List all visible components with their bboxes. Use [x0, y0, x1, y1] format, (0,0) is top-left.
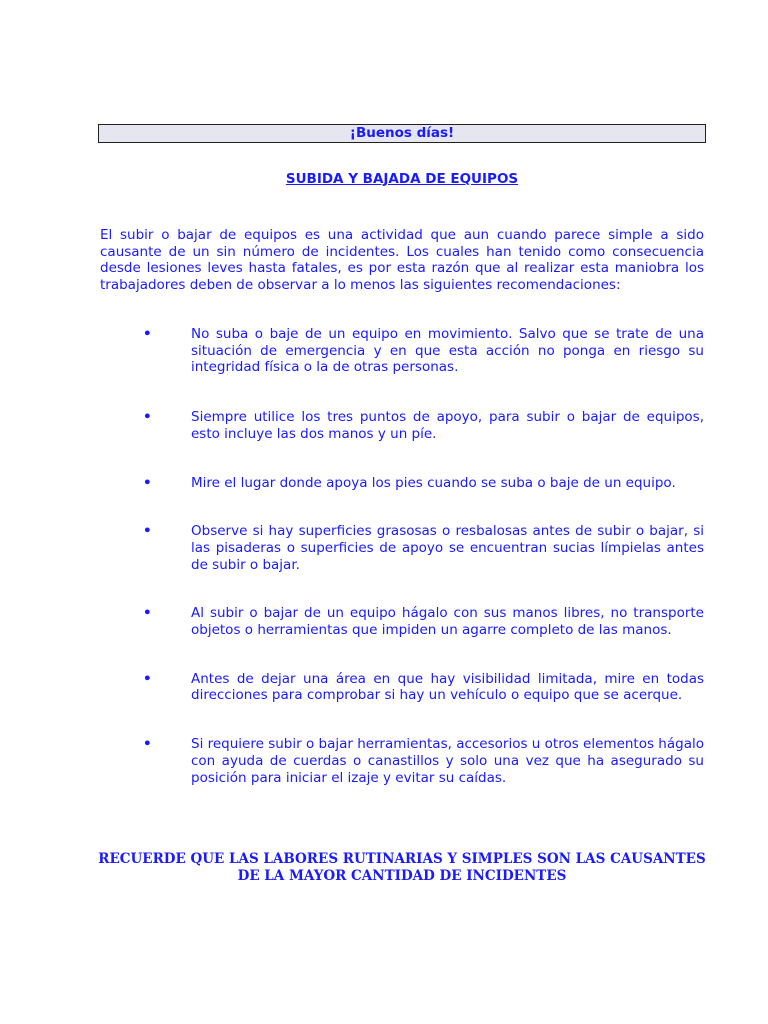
bullet-icon: • — [143, 605, 152, 622]
list-item — [0, 671, 768, 704]
bullet-icon: • — [143, 474, 152, 491]
greeting-banner — [98, 124, 706, 143]
list-item — [0, 523, 768, 573]
bullet-icon: • — [143, 736, 152, 753]
recommendation-text: Observe si hay superficies grasosas o resbalosas antes de subir o bajar, si las pisaderas o superficies de apoyo se encuentran sucias límpielas antes de subir o bajar. — [191, 523, 704, 573]
recommendation-text: Al subir o bajar de un equipo hágalo con sus manos libres, no transporte objetos o herramientas que impiden un agarre completo de las manos. — [191, 605, 704, 639]
recommendation-text: Si requiere subir o bajar herramientas, accesorios u otros elementos hágalo con ayuda de cuerdas o canastillos y solo una vez que ha asegurado su posición para iniciar el izaje y evitar su caídas. — [191, 736, 704, 786]
bullet-icon: • — [143, 409, 152, 426]
intro-paragraph: El subir o bajar de equipos es una actividad que aun cuando parece simple a sido causante de un sin número de incidentes. Los cuales han tenido como consecuencia desde lesiones leves hasta fatales, es por esta razón que al realizar esta maniobra los trabajadores deben de observar a lo menos las siguientes recomendaciones: — [100, 227, 704, 294]
list-item — [0, 736, 768, 786]
footer-warning: RECUERDE QUE LAS LABORES RUTINARIAS Y SIMPLES SON LAS CAUSANTES DE LA MAYOR CANTIDAD DE INCIDENTES — [98, 851, 706, 884]
bullet-icon: • — [143, 523, 152, 540]
bullet-icon: • — [143, 326, 152, 342]
recommendation-text: Antes de dejar una área en que hay visibilidad limitada, mire en todas direcciones para comprobar si hay un vehículo o equipo que se acerque. — [191, 670, 704, 704]
recommendations-list — [0, 326, 768, 786]
list-item — [0, 326, 768, 376]
recommendation-text: Mire el lugar donde apoya los pies cuando se suba o baje de un equipo. — [191, 474, 676, 491]
list-item — [0, 475, 768, 492]
list-item — [0, 605, 768, 638]
recommendation-text: No suba o baje de un equipo en movimiento. Salvo que se trate de una situación de emergencia y en que esta acción no ponga en riesgo su integridad física o la de otras personas. — [191, 326, 704, 376]
list-item — [0, 409, 768, 442]
bullet-icon: • — [143, 670, 152, 687]
document-title: SUBIDA Y BAJADA DE EQUIPOS — [285, 171, 519, 187]
recommendation-text: Siempre utilice los tres puntos de apoyo, para subir o bajar de equipos, esto incluye las dos manos y un píe. — [191, 409, 704, 442]
greeting-text: ¡Buenos días! — [349, 125, 455, 141]
